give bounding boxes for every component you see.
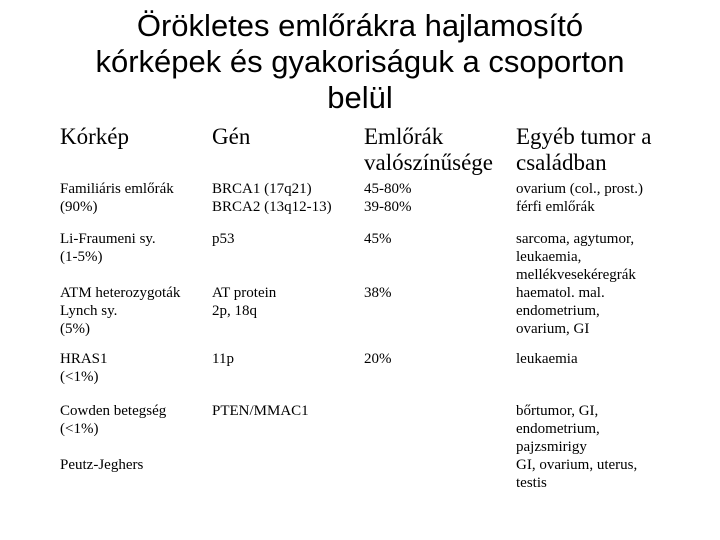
slide-title-line: belül — [327, 80, 393, 115]
cell-line: (<1%) — [60, 421, 99, 437]
cell-line: pajzsmirigy — [516, 439, 587, 455]
cell-line: 2p, 18q — [212, 303, 257, 319]
column-header-text: Gén — [212, 124, 251, 149]
column-header-gene — [212, 124, 250, 150]
cell-line: leukaemia — [516, 351, 578, 367]
cell-line: GI, ovarium, uterus, — [516, 457, 638, 473]
cell-line: BRCA2 (13q12-13) — [212, 199, 332, 215]
cell-line: testis — [516, 475, 547, 491]
column-header-breast-cancer-probability — [364, 124, 493, 176]
slide-title — [0, 8, 720, 116]
cell-other-tumor — [516, 284, 605, 338]
slide-title-line: Örökletes emlőrákra hajlamosító — [136, 8, 584, 43]
cell-line: (1-5%) — [60, 249, 103, 265]
cell-line: bőrtumor, GI, — [516, 403, 599, 419]
cell-other-tumor — [516, 230, 636, 284]
cell-line: 20% — [364, 351, 392, 367]
cell-risk — [364, 350, 392, 368]
slide-title-line: kórképek és gyakoriságuk a csoporton — [95, 44, 625, 79]
cell-line: ovarium (col., prost.) — [516, 181, 644, 197]
cell-line: mellékvesekéregrák — [516, 267, 636, 283]
cell-line: férfi emlőrák — [516, 199, 595, 215]
cell-line: 39-80% — [364, 199, 412, 215]
cell-condition — [60, 180, 174, 216]
column-header-text: valószínűsége — [364, 150, 494, 175]
column-header-other-tumor-in-family — [516, 124, 651, 176]
cell-line: (<1%) — [60, 369, 99, 385]
cell-risk — [364, 230, 392, 248]
column-header-condition — [60, 124, 129, 150]
column-header-text: Kórkép — [60, 124, 129, 149]
column-header-text: Emlőrák — [364, 124, 444, 149]
cell-condition — [60, 456, 143, 474]
cell-condition — [60, 350, 108, 386]
cell-line: ovarium, GI — [516, 321, 590, 337]
cell-other-tumor — [516, 350, 578, 368]
cell-line: Familiáris emlőrák — [60, 181, 174, 197]
cell-line: p53 — [212, 231, 235, 247]
cell-line: Li-Fraumeni sy. — [60, 231, 156, 247]
cell-line: 45-80% — [364, 181, 412, 197]
cell-line: AT protein — [212, 285, 277, 301]
cell-other-tumor — [516, 456, 637, 492]
cell-line: leukaemia, — [516, 249, 582, 265]
cell-line: 45% — [364, 231, 392, 247]
cell-line: Peutz-Jeghers — [60, 457, 144, 473]
cell-risk — [364, 284, 392, 302]
cell-line: 11p — [212, 351, 234, 367]
cell-condition — [60, 402, 166, 438]
cell-line: PTEN/MMAC1 — [212, 403, 309, 419]
cell-other-tumor — [516, 180, 643, 216]
cell-line: (5%) — [60, 321, 90, 337]
cell-line: HRAS1 — [60, 351, 108, 367]
cell-line: sarcoma, agytumor, — [516, 231, 635, 247]
cell-line: Lynch sy. — [60, 303, 118, 319]
cell-line: BRCA1 (17q21) — [212, 181, 312, 197]
cell-gene — [212, 284, 276, 320]
cell-gene — [212, 350, 234, 368]
cell-line: ATM heterozygoták — [60, 285, 181, 301]
cell-risk — [364, 180, 412, 216]
cell-line: (90%) — [60, 199, 98, 215]
cell-gene — [212, 180, 332, 216]
cell-line: haematol. mal. — [516, 285, 605, 301]
cell-line: endometrium, — [516, 421, 600, 437]
column-header-text: Egyéb tumor a — [516, 124, 652, 149]
cell-condition — [60, 284, 180, 338]
cell-condition — [60, 230, 156, 266]
cell-line: endometrium, — [516, 303, 600, 319]
cell-line: 38% — [364, 285, 392, 301]
cell-line: Cowden betegség — [60, 403, 167, 419]
cell-other-tumor — [516, 402, 600, 456]
cell-gene — [212, 230, 235, 248]
column-header-text: családban — [516, 150, 607, 175]
cell-gene — [212, 402, 309, 420]
